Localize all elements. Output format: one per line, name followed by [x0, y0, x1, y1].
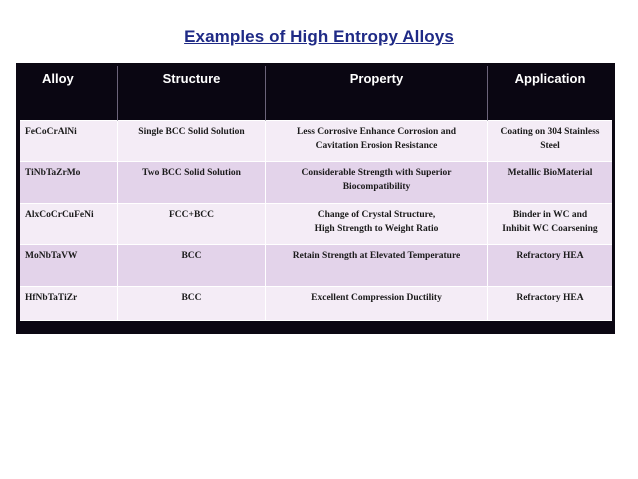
table-row [20, 162, 612, 204]
spacer-cell [118, 90, 266, 121]
property-line: Change of Crystal Structure, [317, 210, 436, 220]
property-line: Biocompatibility [342, 182, 411, 192]
property-cell [266, 162, 488, 204]
application-line: Binder in WC and [512, 210, 588, 220]
property-cell [266, 287, 488, 321]
header-alloy: Alloy [20, 66, 118, 90]
alloy-cell: FeCoCrAlNi [20, 121, 118, 162]
property-line: Considerable Strength with Superior [301, 168, 452, 178]
application-cell [488, 204, 612, 245]
application-line: Steel [540, 141, 560, 151]
spacer-cell [488, 90, 612, 121]
property-line: High Strength to Weight Ratio [314, 224, 439, 234]
table-row [20, 287, 612, 321]
application-cell [488, 162, 612, 204]
structure-cell: Single BCC Solid Solution [118, 121, 266, 162]
table-row [20, 245, 612, 287]
slide-title: Examples of High Entropy Alloys [184, 27, 454, 46]
structure-cell: BCC [118, 245, 266, 287]
application-line: Coating on 304 Stainless [500, 127, 600, 137]
spacer-cell [20, 90, 118, 121]
header-spacer-row [20, 90, 612, 121]
alloy-cell: MoNbTaVW [20, 245, 118, 287]
header-structure: Structure [118, 66, 266, 90]
structure-cell: Two BCC Solid Solution [118, 162, 266, 204]
application-line: Inhibit WC Coarsening [502, 224, 598, 234]
application-cell [488, 121, 612, 162]
alloy-cell: AlxCoCrCuFeNi [20, 204, 118, 245]
property-line: Excellent Compression Ductility [311, 293, 442, 303]
property-line: Cavitation Erosion Resistance [315, 141, 438, 151]
alloy-table [20, 66, 612, 321]
property-line: Less Corrosive Enhance Corrosion and [296, 127, 457, 137]
alloy-cell: TiNbTaZrMo [20, 162, 118, 204]
structure-cell: BCC [118, 287, 266, 321]
spacer-cell [266, 90, 488, 121]
application-line: Metallic BioMaterial [507, 168, 593, 178]
header-application: Application [488, 66, 612, 90]
application-line: Refractory HEA [516, 293, 584, 303]
property-cell [266, 245, 488, 287]
application-line: Refractory HEA [516, 251, 584, 261]
application-cell [488, 287, 612, 321]
table-header-row [20, 66, 612, 90]
property-cell [266, 204, 488, 245]
header-property: Property [266, 66, 488, 90]
property-line: Retain Strength at Elevated Temperature [292, 251, 461, 261]
alloy-table-frame [16, 63, 615, 334]
table-row [20, 204, 612, 245]
alloy-cell: HfNbTaTiZr [20, 287, 118, 321]
property-cell [266, 121, 488, 162]
table-row [20, 121, 612, 162]
application-cell [488, 245, 612, 287]
structure-cell: FCC+BCC [118, 204, 266, 245]
